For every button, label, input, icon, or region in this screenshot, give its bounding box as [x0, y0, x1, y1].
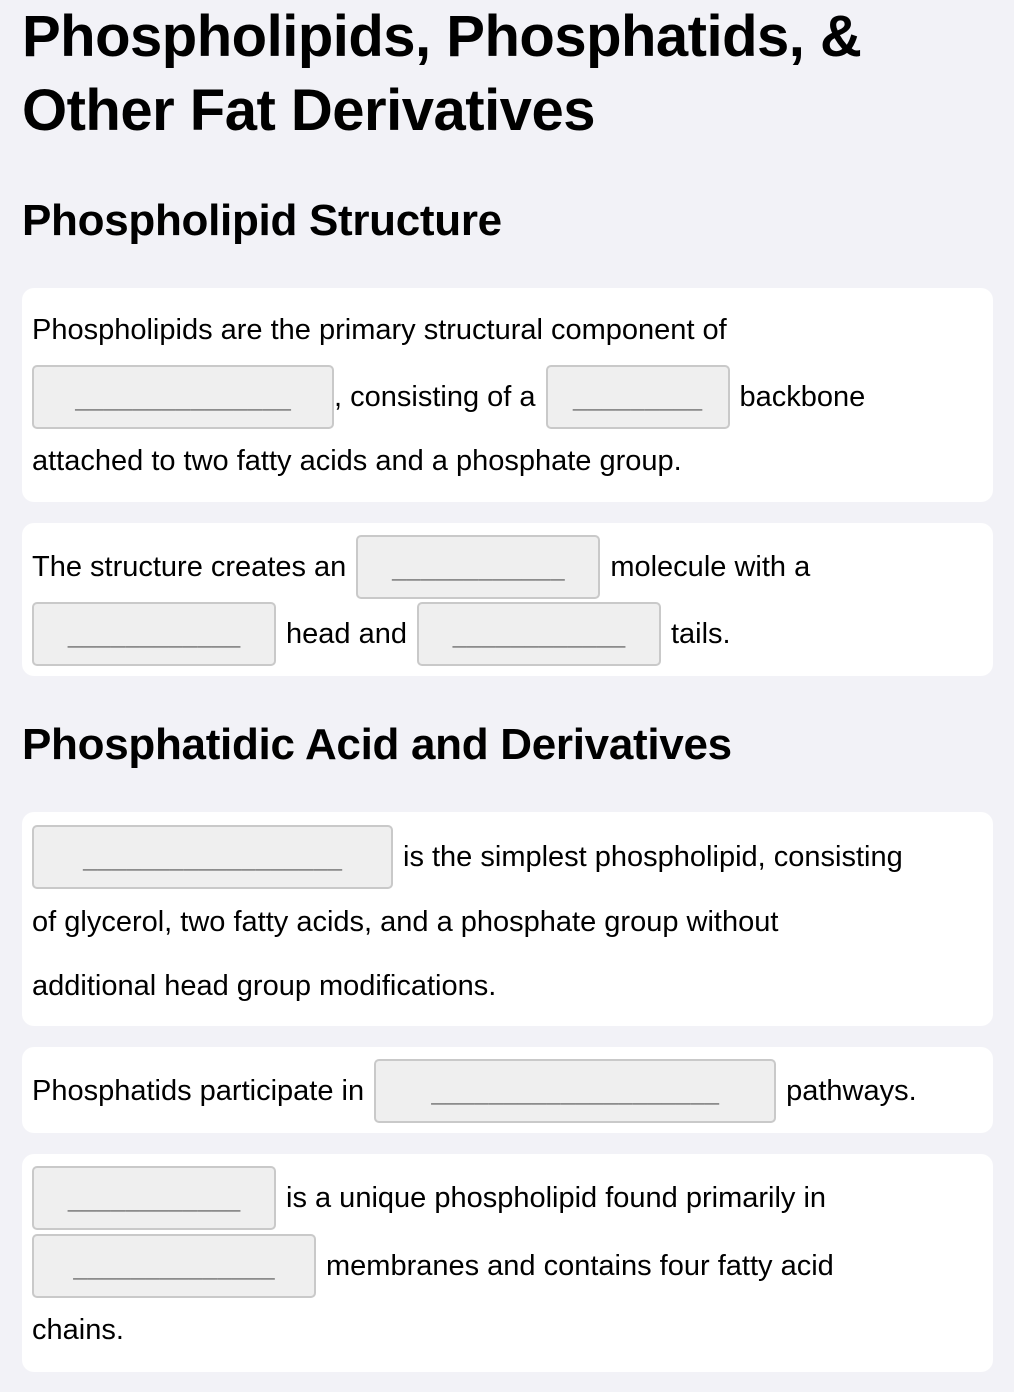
blank-input[interactable]: __________________ [32, 825, 393, 889]
question-text: The structure creates an [32, 551, 347, 583]
question-text: chains. [32, 1314, 124, 1346]
question-text: Phospholipids are the primary structural component of [32, 314, 727, 346]
question-text: is the simplest phospholipid, consisting [403, 841, 903, 873]
question-text: tails. [670, 618, 731, 650]
section-heading-phosphatidic-acid: Phosphatidic Acid and Derivatives [22, 720, 732, 769]
page-title: Phospholipids, Phosphatids, & Other Fat Derivatives [22, 4, 862, 143]
question-text: attached to two fatty acids and a phosphate group. [32, 445, 682, 477]
question-card [22, 288, 993, 502]
question-text: head and [286, 618, 407, 650]
question-text: backbone [739, 381, 866, 413]
blank-input[interactable]: ____________ [32, 1166, 276, 1230]
question-text: Phosphatids participate in [32, 1075, 365, 1107]
question-card [22, 1047, 993, 1133]
question-card [22, 523, 993, 676]
question-card [22, 1154, 993, 1372]
question-text: is a unique phospholipid found primarily in [286, 1182, 827, 1214]
question-text: molecule with a [610, 551, 811, 583]
blank-input[interactable]: ______________ [32, 1234, 316, 1298]
blank-input[interactable]: ____________________ [374, 1059, 776, 1123]
question-text: additional head group modifications. [32, 970, 497, 1002]
question-text: , consisting of a [334, 381, 536, 413]
question-text: pathways. [786, 1075, 917, 1107]
question-text: membranes and contains four fatty acid [326, 1250, 834, 1282]
blank-input[interactable]: ____________ [32, 602, 276, 666]
question-text: of glycerol, two fatty acids, and a phosphate group without [32, 906, 779, 938]
blank-input[interactable]: ____________ [356, 535, 600, 599]
section-heading-phospholipid-structure: Phospholipid Structure [22, 196, 502, 245]
blank-input[interactable]: _________ [546, 365, 730, 429]
blank-input[interactable]: _______________ [32, 365, 334, 429]
question-card [22, 812, 993, 1026]
blank-input[interactable]: ____________ [417, 602, 661, 666]
